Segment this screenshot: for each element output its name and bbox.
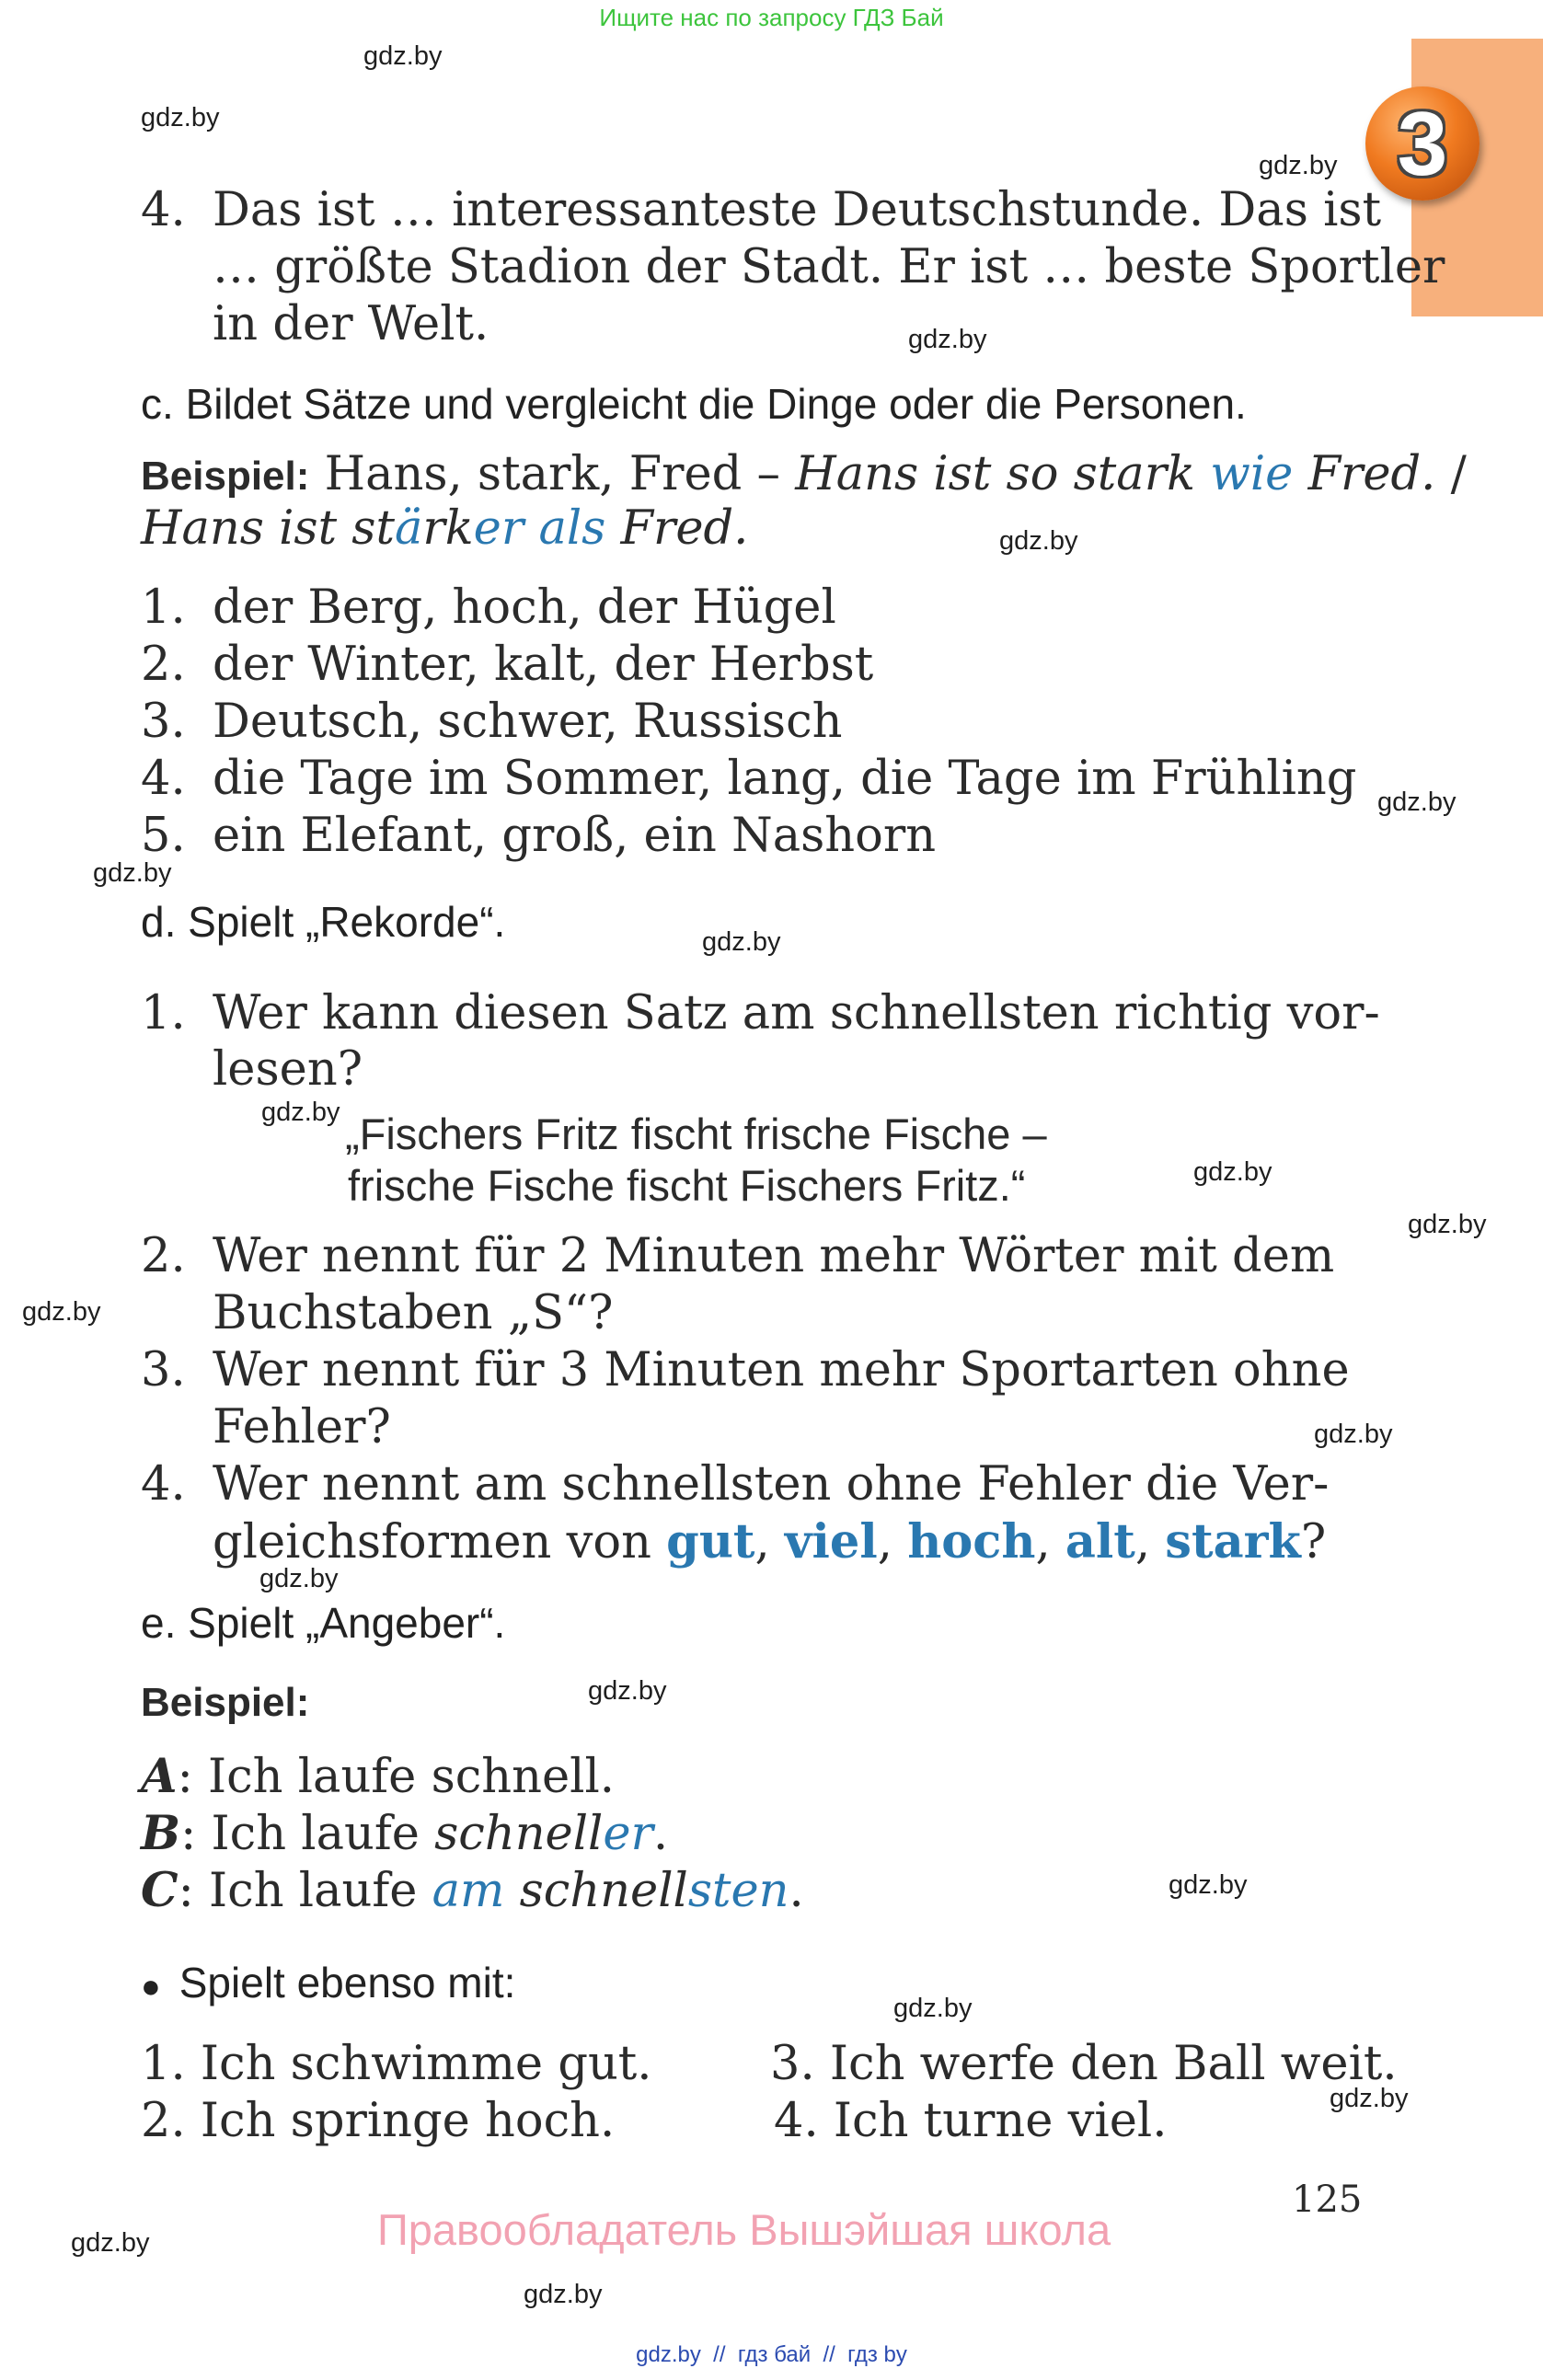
highlight-word: er als [473, 501, 606, 556]
watermark: gdz.by [524, 2280, 603, 2309]
highlight-ending: sten [687, 1864, 789, 1918]
task-title: Bildet Sätze und vergleicht die Dinge oder die Personen. [185, 380, 1247, 428]
item-text: Wer nennt für 3 Minuten mehr Sportarten ohne [213, 1343, 1350, 1397]
item-text: Fehler? [213, 1400, 391, 1454]
tongue-twister: „Fischers Fritz fischt frische Fische – [345, 1110, 1047, 1158]
watermark: gdz.by [1377, 788, 1457, 817]
item-text: ein Elefant, groß, ein Nashorn [213, 809, 937, 863]
item-text: Wer kann diesen Satz am schnellsten richtig vor- [213, 986, 1380, 1041]
item-number: 4. [141, 183, 186, 237]
tongue-twister: frische Fische fischt Fischers Fritz.“ [348, 1161, 1026, 1210]
speaker-label: C [141, 1863, 178, 1918]
highlight-word: hoch [907, 1514, 1036, 1569]
exercise-item [141, 2036, 652, 2093]
task-title: Spielt „Rekorde“. [188, 898, 506, 946]
item-text: Buchstaben „S“? [213, 1286, 614, 1340]
highlight-letter: ä [394, 501, 423, 556]
punctuation: , [1035, 1515, 1051, 1569]
punctuation: ? [1300, 1515, 1327, 1569]
highlight-word: alt [1065, 1514, 1135, 1569]
item-number: 2. [141, 638, 186, 692]
highlight-word: wie [1210, 447, 1294, 501]
task-heading [141, 379, 1247, 429]
item-text: die Tage im Sommer, lang, die Tage im Frühling [213, 752, 1357, 806]
highlight-word: gut [666, 1514, 755, 1569]
watermark: gdz.by [588, 1676, 667, 1706]
watermark: gdz.by [999, 526, 1078, 556]
task-letter: d. [141, 898, 177, 946]
exercise-item [141, 1456, 1329, 1513]
exercise-item [141, 2093, 615, 2150]
watermark: gdz.by [1314, 1420, 1393, 1449]
example-text: Fred. [605, 501, 749, 556]
exercise-item [770, 2036, 1398, 2093]
exercise-item [141, 637, 873, 694]
example-line [141, 500, 748, 558]
chapter-badge [1365, 86, 1480, 201]
item-number: 2. [141, 1229, 186, 1283]
example-text: Hans ist st [141, 501, 395, 556]
item-number: 4. [141, 752, 186, 806]
task-letter: e. [141, 1599, 177, 1647]
task-title: Spielt „Angeber“. [188, 1599, 506, 1647]
item-number: 5. [141, 809, 186, 863]
punctuation: . [652, 1807, 669, 1861]
watermark: gdz.by [1169, 1870, 1248, 1900]
punctuation: . [789, 1864, 804, 1918]
item-number: 3. [770, 2037, 815, 2091]
highlight-ending: er [603, 1807, 653, 1861]
item-text: Wer nennt für 2 Minuten mehr Wörter mit dem [213, 1229, 1335, 1283]
dialog-line [141, 1805, 668, 1863]
speaker-label: A [141, 1749, 178, 1804]
item-number: 3. [141, 1343, 186, 1397]
watermark: gdz.by [71, 2228, 150, 2258]
item-number: 3. [141, 695, 186, 749]
highlight-word: am [432, 1864, 505, 1918]
speaker-label: B [141, 1806, 181, 1861]
dialog-text: : Ich laufe [180, 1807, 435, 1861]
item-text: der Winter, kalt, der Herbst [213, 638, 874, 692]
watermark: gdz.by [908, 325, 987, 354]
task-heading [141, 1598, 505, 1648]
watermark: gdz.by [1330, 2084, 1409, 2113]
bullet-icon: ● [141, 1967, 161, 2005]
punctuation: , [877, 1515, 892, 1569]
instruction [141, 1958, 515, 2007]
example-label: Beispiel: [141, 454, 310, 499]
example-separator: / [1435, 447, 1467, 501]
watermark: gdz.by [259, 1564, 339, 1593]
item-text: lesen? [213, 1042, 363, 1097]
item-text: gleichsformen von [213, 1515, 667, 1569]
dialog-text: schnell [434, 1807, 604, 1861]
task-heading [141, 897, 505, 947]
exercise-item [774, 2093, 1167, 2150]
exercise-item [141, 182, 1381, 239]
item-text: Das ist … interessanteste Deutschstunde. Das ist [213, 183, 1382, 237]
watermark: gdz.by [702, 927, 781, 957]
item-text [213, 1513, 1326, 1571]
watermark: gdz.by [261, 1098, 340, 1127]
example-text: Hans, stark, Fred – [324, 447, 796, 501]
item-number: 4. [141, 1457, 186, 1512]
item-text: Wer nennt am schnellsten ohne Fehler die Ver- [213, 1457, 1330, 1512]
exercise-item [141, 580, 836, 637]
exercise-item [141, 985, 1380, 1042]
watermark: gdz.by [1259, 151, 1338, 180]
watermark: gdz.by [141, 103, 220, 132]
watermark: gdz.by [893, 1994, 973, 2023]
watermark: gdz.by [22, 1297, 101, 1327]
exercise-item [141, 1228, 1334, 1285]
item-number: 1. [141, 986, 186, 1041]
highlight-word: stark [1165, 1514, 1301, 1569]
example-line [141, 446, 1467, 505]
exercise-item [141, 751, 1356, 808]
task-letter: c. [141, 380, 174, 428]
watermark: gdz.by [93, 858, 172, 888]
exercise-item [141, 694, 843, 751]
example-text: Hans ist so stark [795, 447, 1211, 501]
highlight-word: viel [784, 1514, 878, 1569]
example-text: rk [422, 501, 474, 556]
dialog-text: : Ich laufe [178, 1864, 432, 1918]
dialog-line [141, 1862, 804, 1920]
exercise-item [141, 1342, 1350, 1399]
watermark: gdz.by [363, 41, 443, 71]
top-banner: Ищите нас по запросу ГДЗ Бай [599, 4, 944, 31]
copyright: Правообладатель Вышэйшая школа [377, 2205, 1111, 2254]
dialog-text: schnell [504, 1864, 688, 1918]
punctuation: , [754, 1515, 770, 1569]
item-text: Deutsch, schwer, Russisch [213, 695, 843, 749]
dialog-text: : Ich laufe schnell. [177, 1750, 616, 1804]
instruction-text: Spielt ebenso mit: [178, 1959, 516, 2006]
item-text: … größte Stadion der Stadt. Er ist … beste Sportler [213, 240, 1445, 294]
watermark: gdz.by [1408, 1210, 1487, 1239]
page-number: 125 [1292, 2179, 1363, 2221]
example-label: Beispiel: [141, 1680, 310, 1725]
chapter-number: 3 [1397, 93, 1448, 194]
item-text: Ich springe hoch. [200, 2094, 616, 2148]
item-number: 2. [141, 2094, 186, 2148]
exercise-item [141, 808, 936, 865]
item-text: der Berg, hoch, der Hügel [213, 581, 836, 635]
item-number: 1. [141, 2037, 186, 2091]
punctuation: , [1134, 1515, 1151, 1569]
item-text: Ich werfe den Ball weit. [829, 2037, 1398, 2091]
footer-links[interactable]: gdz.by // гдз бай // гдз by [636, 2342, 907, 2367]
item-text: in der Welt. [213, 297, 489, 351]
example-text: Fred. [1293, 447, 1436, 501]
item-number: 1. [141, 581, 186, 635]
item-number: 4. [774, 2094, 819, 2148]
dialog-line [141, 1748, 615, 1806]
item-text: Ich turne viel. [833, 2094, 1168, 2148]
item-text: Ich schwimme gut. [200, 2037, 652, 2091]
watermark: gdz.by [1193, 1157, 1272, 1187]
